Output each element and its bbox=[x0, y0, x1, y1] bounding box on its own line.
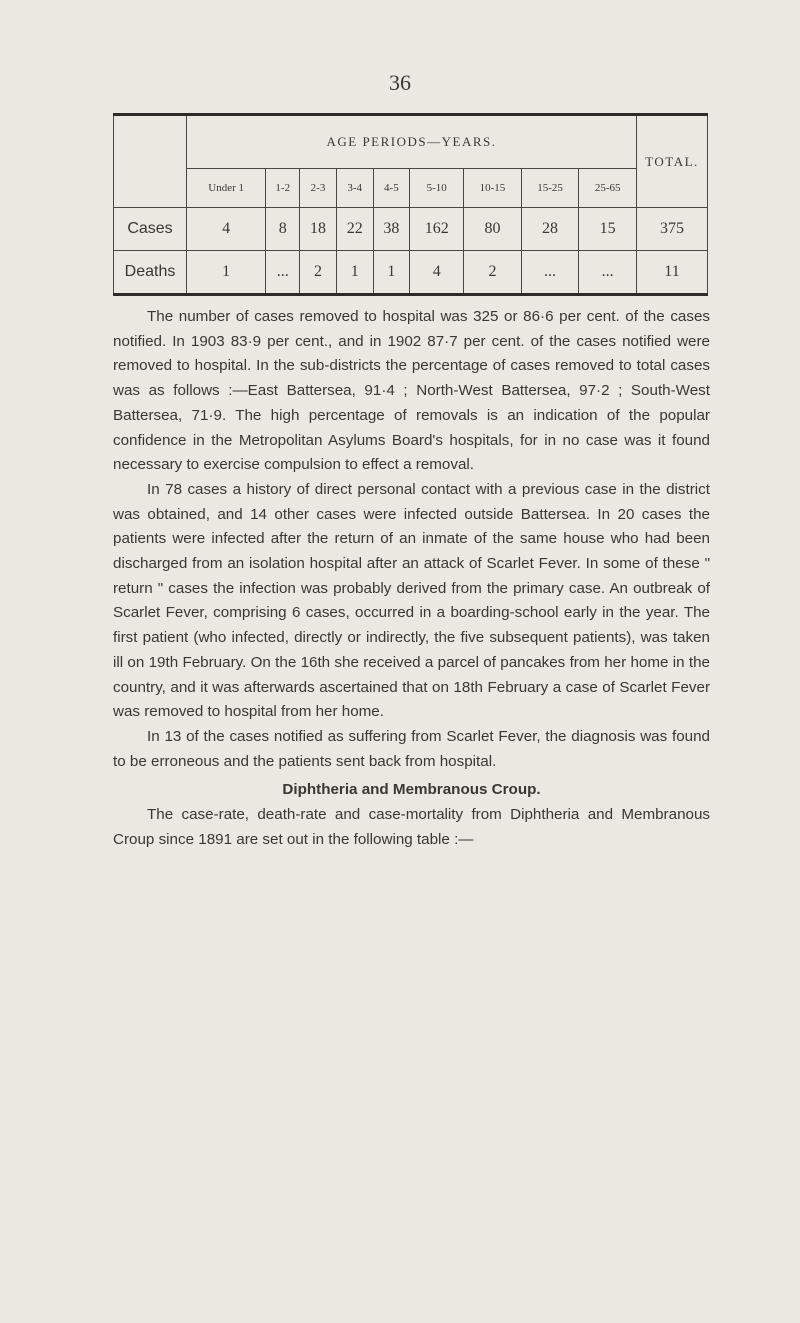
section-heading: Diphtheria and Membranous Croup. bbox=[282, 781, 541, 799]
age-periods-table-container bbox=[113, 113, 708, 296]
table-cell: 1 bbox=[336, 251, 373, 295]
age-column-header: 25-65 bbox=[579, 169, 637, 208]
table-cell: ... bbox=[579, 251, 637, 295]
age-periods-table bbox=[113, 113, 708, 296]
table-cell: 22 bbox=[336, 208, 373, 251]
total-header: TOTAL. bbox=[637, 115, 708, 208]
age-columns-row bbox=[114, 169, 708, 208]
table-cell: 4 bbox=[187, 208, 266, 251]
age-column-header: 10-15 bbox=[464, 169, 522, 208]
age-periods-header: AGE PERIODS—YEARS. bbox=[187, 115, 637, 169]
table-cell: 4 bbox=[410, 251, 464, 295]
table-cell: 2 bbox=[464, 251, 522, 295]
paragraph: The case-rate, death-rate and case-mortality from Diphtheria and Membranous Croup since 1891 are set out in the following table :— bbox=[113, 806, 710, 848]
paragraph: The number of cases removed to hospital was 325 or 86·6 per cent. of the cases notified. In 1903 83·9 per cent., and in 1902 87·7 per cent. of the cases notified were removed to hospital. In the sub-districts the percentage of cases removed to total cases was as follows :—East Battersea, 91·4 ; North-West Battersea, 97·2 ; South-West Battersea, 71·9. The high percentage of removals is an indication of the popular confidence in the Metropolitan Asylums Board's hospitals, for in no case was it found necessary to exercise compulsion to effect a removal. bbox=[113, 308, 710, 474]
page-number: 36 bbox=[389, 70, 411, 95]
paragraph: In 13 of the cases notified as suffering from Scarlet Fever, the diagnosis was found to be erroneous and the patients sent back from hospital. bbox=[113, 727, 710, 770]
body-text bbox=[113, 305, 710, 852]
table-cell: 162 bbox=[410, 208, 464, 251]
table-cell: ... bbox=[521, 251, 579, 295]
table-row-deaths bbox=[114, 251, 708, 295]
table-cell: 80 bbox=[464, 208, 522, 251]
table-cell: 1 bbox=[187, 251, 266, 295]
paragraph: In 78 cases a history of direct personal contact with a previous case in the district was obtained, and 14 other cases were infected outside Battersea. In 20 cases the patients were infected after the return of an inmate of the same house who had been discharged from an isolation hospital after an attack of Scarlet Fever. In some of these " return " cases the infection was probably derived from the primary case. An outbreak of Scarlet Fever, comprising 6 cases, occurred in a boarding-school early in the year. The first patient (who infected, directly or indirectly, the five subsequent patients), was taken ill on 19th February. On the 16th she received a parcel of pancakes from her home in the country, and it was afterwards ascertained that on 18th February a case of Scarlet Fever was removed to hospital from her home. bbox=[113, 480, 710, 721]
age-column-header: 5-10 bbox=[410, 169, 464, 208]
table-cell: 1 bbox=[373, 251, 410, 295]
age-column-header: 4-5 bbox=[373, 169, 410, 208]
table-cell: 8 bbox=[266, 208, 300, 251]
table-cell: 2 bbox=[300, 251, 337, 295]
table-cell: 38 bbox=[373, 208, 410, 251]
total-cell-cases: 375 bbox=[637, 208, 708, 251]
table-cell: 15 bbox=[579, 208, 637, 251]
table-header-row bbox=[114, 115, 708, 169]
total-cell-deaths: 11 bbox=[637, 251, 708, 295]
age-column-header: 1-2 bbox=[266, 169, 300, 208]
age-column-header: 3-4 bbox=[336, 169, 373, 208]
empty-corner-cell bbox=[114, 115, 187, 208]
age-column-header: Under 1 bbox=[187, 169, 266, 208]
table-cell: 18 bbox=[300, 208, 337, 251]
table-row-cases bbox=[114, 208, 708, 251]
age-column-header: 15-25 bbox=[521, 169, 579, 208]
table-cell: ... bbox=[266, 251, 300, 295]
row-label-deaths: Deaths bbox=[114, 251, 187, 295]
row-label-cases: Cases bbox=[114, 208, 187, 251]
age-column-header: 2-3 bbox=[300, 169, 337, 208]
table-cell: 28 bbox=[521, 208, 579, 251]
